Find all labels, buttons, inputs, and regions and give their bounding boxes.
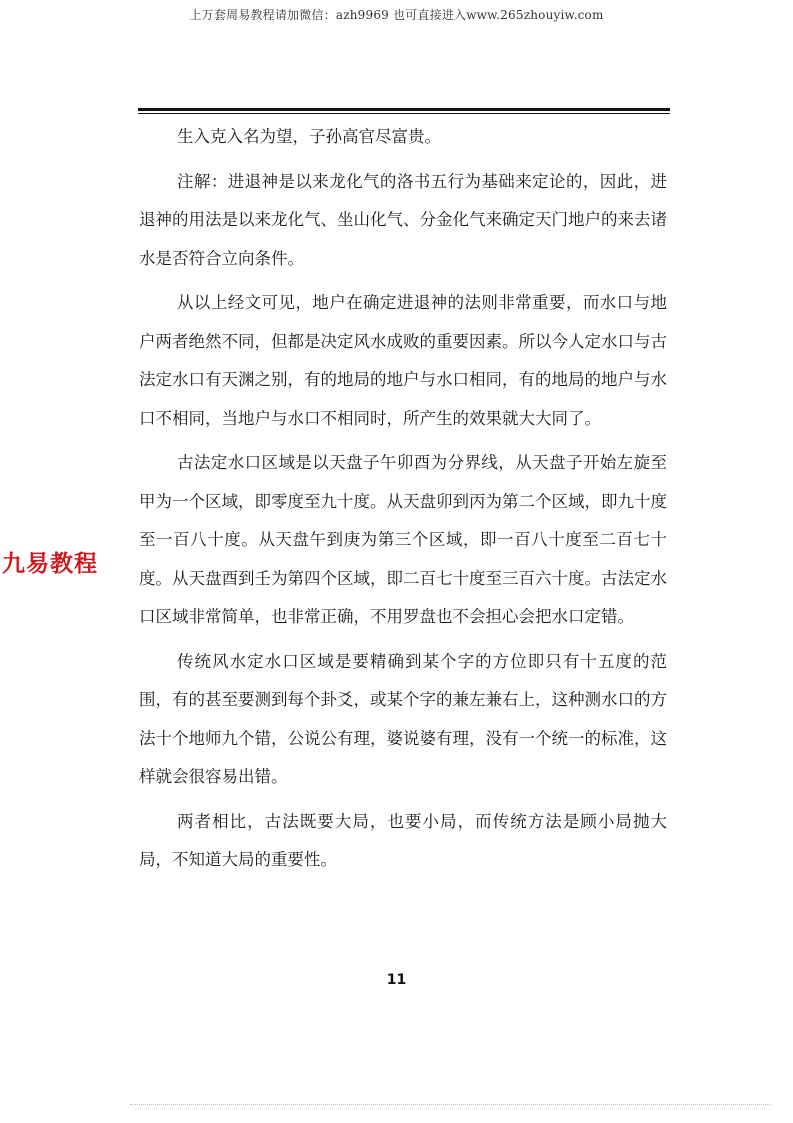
- header-rule-thick: [138, 108, 670, 111]
- header-rule: [138, 108, 670, 114]
- paragraph-comparison: 两者相比，古法既要大局，也要小局，而传统方法是顾小局抛大局，不知道大局的重要性。: [139, 811, 667, 869]
- page-number: 11: [386, 972, 407, 988]
- paragraph-annotation: 注解：进退神是以来龙化气的洛书五行为基础来定论的，因此，进退神的用法是以来龙化气、坐山化气、分金化气来确定天门地户的来去诸水是否符合立向条件。: [139, 171, 667, 268]
- header-rule-thin: [138, 113, 670, 114]
- paragraph-verse: 生入克入名为望，子孙高官尽富贵。: [177, 127, 441, 146]
- paragraph-ancient-method: 古法定水口区域是以天盘子午卯酉为分界线，从天盘子开始左旋至甲为一个区域，即零度至九十度。从天盘卯到丙为第二个区域，即九十度至一百八十度。从天盘午到庚为第三个区域，即一百八十度至二百七十度。从天盘酉到壬为第四个区域，即二百七十度至三百六十度。古法定水口区域非常简单，也非常正确，不用罗盘也不会担心会把水口定错。: [139, 453, 667, 626]
- header-note: 上万套周易教程请加微信：azh9969 也可直接进入www.265zhouyiw.com: [189, 8, 604, 22]
- body-text: [139, 118, 667, 880]
- paragraph-water-mouth: 从以上经文可见，地户在确定进退神的法则非常重要，而水口与地户两者绝然不同，但都是决定风水成败的重要因素。所以今人定水口与古法定水口有天渊之别，有的地局的地户与水口相同，有的地局的地户与水口不相同，当地户与水口不相同时，所产生的效果就大大同了。: [139, 293, 667, 428]
- watermark-logo: 九易教程: [2, 551, 98, 577]
- footer-scan-noise: [130, 1104, 770, 1107]
- paragraph-traditional-method: 传统风水定水口区域是要精确到某个字的方位即只有十五度的范围，有的甚至要测到每个卦爻，或某个字的兼左兼右上，这种测水口的方法十个地师九个错，公说公有理，婆说婆有理，没有一个统一的标准，这样就会很容易出错。: [139, 651, 667, 786]
